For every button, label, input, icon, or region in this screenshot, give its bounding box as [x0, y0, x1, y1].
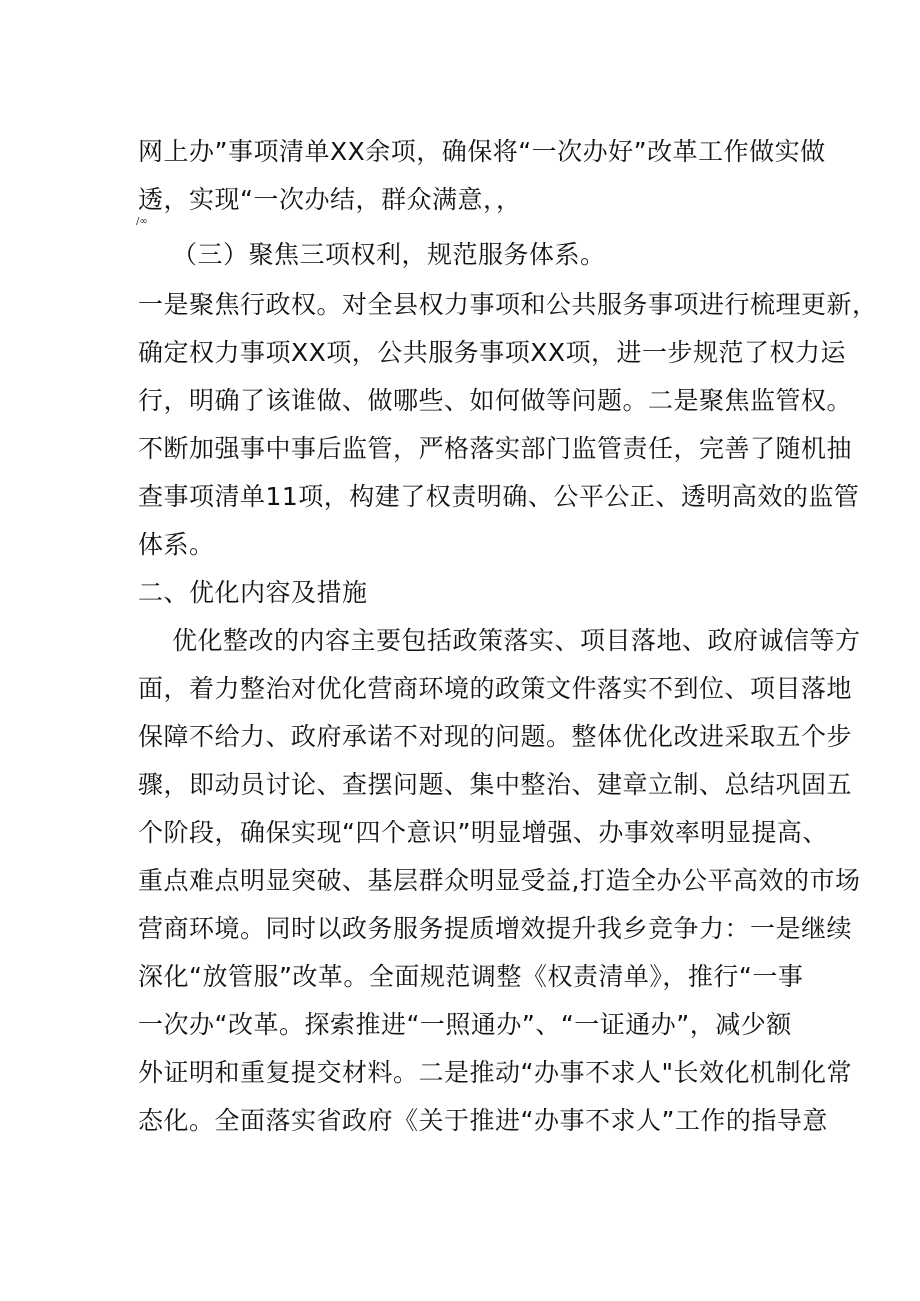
text-line-6: 行，明确了该谁做、做哪些、如何做等问题。二是聚焦监管权。 — [138, 386, 853, 415]
text-line-14: 骤，即动员讨论、查摆问题、集中整治、建章立制、总结巩固五 — [138, 770, 853, 799]
text-line-13: 保障不给力、政府承诺不对现的问题。整体优化改进采取五个步 — [138, 722, 853, 751]
text-line-2: 透，实现“一次办结，群众满意，， — [138, 185, 522, 214]
text-line-1: 网上办”事项清单XX余项，确保将“一次办好”改革工作做实做 — [138, 137, 826, 166]
text-line-4: 一是聚焦行政权。对全县权力事项和公共服务事项进行梳理更新， — [138, 290, 878, 319]
text-line-12: 面，着力整治对优化营商环境的政策文件落实不到位、项目落地 — [138, 674, 853, 703]
text-line-11: 优化整改的内容主要包括政策落实、项目落地、政府诚信等方 — [172, 626, 861, 655]
text-line-19: 一次办“改革。探索推进“一照通办”、“一证通办”，减少额 — [138, 1010, 792, 1039]
text-line-9: 体系。 — [138, 530, 215, 559]
text-line-15: 个阶段，确保实现“四个意识”明显增强、办事效率明显提高、 — [138, 818, 828, 847]
section-heading-3: （三）聚焦三项权利，规范服务体系。 — [172, 240, 606, 269]
text-line-21: 态化。全面落实省政府《关于推进“办事不求人”工作的指导意 — [138, 1106, 828, 1135]
text-line-16: 重点难点明显突破、基层群众明显受益,打造全办公平高效的市场 — [138, 866, 861, 895]
text-line-5: 确定权力事项XX项，公共服务事项XX项，进一步规范了权力运 — [138, 338, 847, 367]
text-line-17: 营商环境。同时以政务服务提质增效提升我乡竞争力：一是继续 — [138, 914, 853, 943]
text-line-7: 不断加强事中事后监管，严格落实部门监管责任，完善了随机抽 — [138, 434, 853, 463]
section-heading-2: 二、优化内容及措施 — [138, 578, 368, 607]
text-line-8: 查事项清单11项，构建了权责明确、公平公正、透明高效的监管 — [138, 482, 860, 511]
text-line-18: 深化“放管服”改革。全面规范调整《权责清单》，推行“一事 — [138, 962, 804, 991]
stray-mark: /∞ — [136, 216, 148, 227]
text-line-20: 外证明和重复提交材料。二是推动“办事不求人"长效化机制化常 — [138, 1058, 852, 1087]
